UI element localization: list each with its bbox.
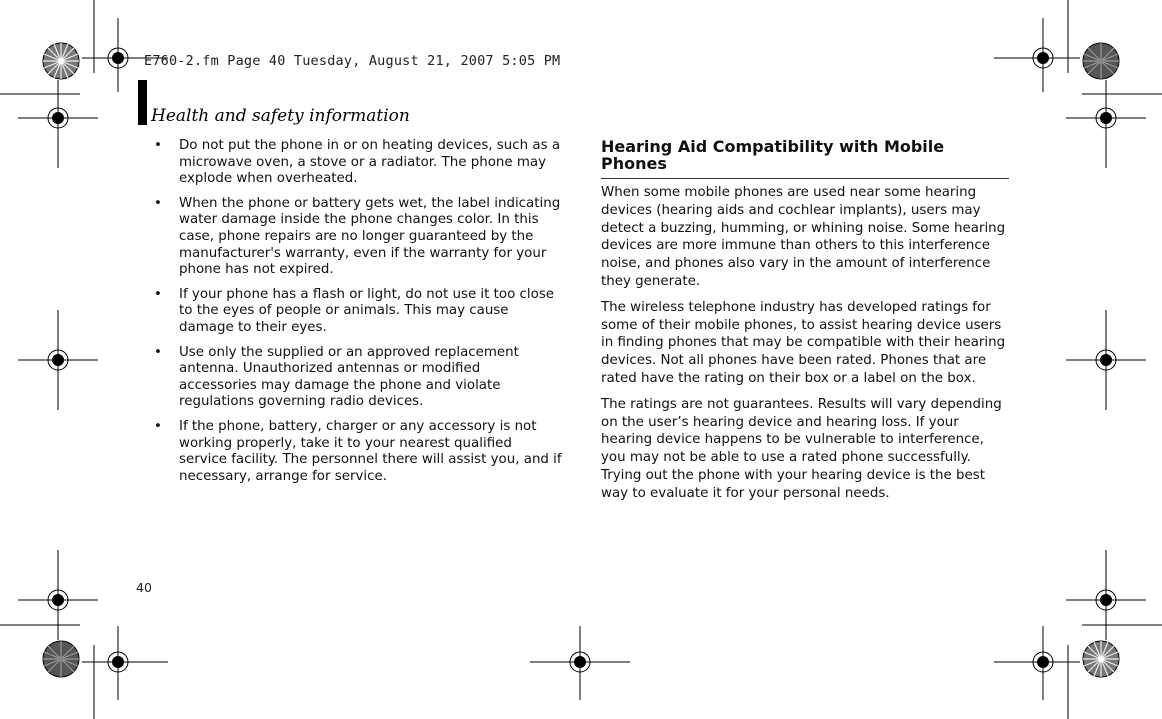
list-item [152,138,562,188]
section-tab-marker [138,80,147,125]
list-item-text: Do not put the phone in or on heating devices, such as a microwave oven, a stove or a radiator. The phone may explode when overheated. [179,138,561,187]
registration-mark-bottom-right [994,626,1080,700]
starburst-target-bottom-left [43,641,79,677]
list-item [152,287,562,337]
paragraph: The ratings are not guarantees. Results will vary depending on the user’s hearing device and hearing loss. If your hearing device happens to be vulnerable to interference, you may not be able to use a rated phone successfully. Trying out the phone with your hearing device is the best way to evaluate it for your personal needs. [601,396,1002,501]
bullet-glyph: • [154,195,162,211]
registration-mark-bottom-left [82,626,168,700]
right-column [601,138,1009,511]
safety-bullet-list [152,138,562,485]
registration-mark-bottom-center [530,626,630,700]
starburst-target-bottom-right [1083,641,1119,677]
registration-mark-right-lower [1066,550,1146,640]
list-item-text: When the phone or battery gets wet, the label indicating water damage inside the phone changes color. In this case, phone repairs are no longer guaranteed by the manufacturer's warranty, even if the warranty for your phone has not expired. [179,195,561,278]
left-column [152,138,562,493]
starburst-target-top-left [43,43,79,79]
bullet-glyph: • [154,418,162,434]
registration-mark-left-middle [18,310,98,410]
registration-mark-right-upper [1066,80,1146,168]
list-item-text: If your phone has a flash or light, do not use it too close to the eyes of people or animals. This may cause damage to their eyes. [179,286,555,335]
registration-mark-left-lower [18,550,98,640]
registration-mark-left-upper [18,80,98,168]
bullet-glyph: • [154,344,162,360]
section-heading: Hearing Aid Compatibility with Mobile Phones [601,138,1009,179]
print-slug: E760-2.fm Page 40 Tuesday, August 21, 2007 5:05 PM [144,53,561,69]
page-number: 40 [136,580,152,595]
bullet-glyph: • [154,286,162,302]
list-item-text: If the phone, battery, charger or any accessory is not working properly, take it to your nearest qualified service facility. The personnel there will assist you, and if necessary, arrange for service. [179,418,562,484]
list-item [152,419,562,485]
paragraph: The wireless telephone industry has developed ratings for some of their mobile phones, to assist hearing device users in finding phones that may be compatible with their hearing devices. Not all phones have been rated. Phones that are rated have the rating on their box or a label on the box. [601,299,1006,386]
starburst-target-top-right [1083,43,1119,79]
list-item-text: Use only the supplied or an approved replacement antenna. Unauthorized antennas or modified accessories may damage the phone and violate regulations governing radio devices. [179,344,519,410]
list-item [152,345,562,411]
list-item [152,196,562,279]
registration-mark-right-middle [1066,310,1146,410]
registration-mark-top-right [994,18,1080,92]
running-header-title: Health and safety information [151,106,410,126]
paragraph: When some mobile phones are used near some hearing devices (hearing aids and cochlear implants), users may detect a buzzing, humming, or whining noise. Some hearing devices are more immune than others to this interference noise, and phones also vary in the amount of interference they generate. [601,185,1006,289]
bullet-glyph: • [154,138,162,153]
